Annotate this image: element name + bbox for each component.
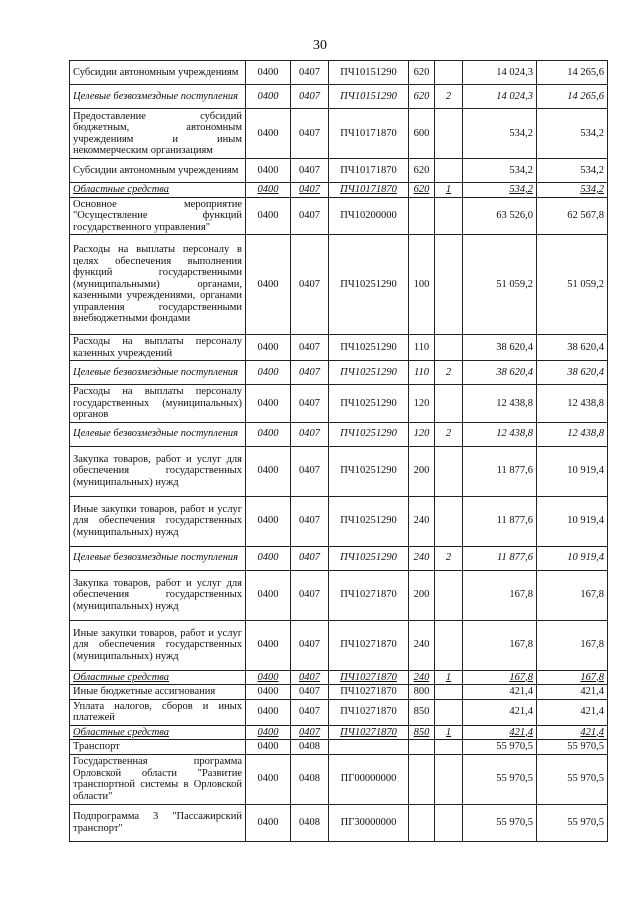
row-name: Областные средства — [70, 725, 246, 740]
row-subsection-code: 0407 — [291, 670, 329, 685]
row-section-code: 0400 — [246, 685, 291, 700]
table-row — [70, 685, 608, 700]
row-expense-type: 110 — [409, 361, 435, 385]
row-name: Областные средства — [70, 670, 246, 685]
row-section-code: 0400 — [246, 422, 291, 446]
row-section-code: 0400 — [246, 183, 291, 198]
row-name: Субсидии автономным учреждениям — [70, 61, 246, 85]
row-amount-year-1: 14 024,3 — [463, 61, 537, 85]
row-subsection-code: 0407 — [291, 446, 329, 496]
row-amount-year-1: 14 024,3 — [463, 85, 537, 109]
table-row — [70, 361, 608, 385]
page-number: 30 — [313, 38, 327, 53]
row-target-article: ПЧ10271870 — [329, 699, 409, 725]
table-row — [70, 183, 608, 198]
row-expense-type — [409, 740, 435, 755]
row-target-article: ПЧ10151290 — [329, 85, 409, 109]
row-amount-year-2: 12 438,8 — [537, 385, 608, 423]
row-subsection-code: 0407 — [291, 620, 329, 670]
row-source-code — [435, 61, 463, 85]
row-expense-type: 120 — [409, 422, 435, 446]
row-name: Уплата налогов, сборов и иных платежей — [70, 699, 246, 725]
row-amount-year-2: 55 970,5 — [537, 754, 608, 804]
row-subsection-code: 0407 — [291, 361, 329, 385]
row-name: Расходы на выплаты персоналу государственных (муниципальных) органов — [70, 385, 246, 423]
row-subsection-code: 0407 — [291, 159, 329, 183]
row-amount-year-2: 534,2 — [537, 159, 608, 183]
row-subsection-code: 0407 — [291, 546, 329, 570]
row-name: Закупка товаров, работ и услуг для обеспечения государственных (муниципальных) нужд — [70, 570, 246, 620]
table-row — [70, 620, 608, 670]
row-amount-year-2: 12 438,8 — [537, 422, 608, 446]
row-section-code: 0400 — [246, 670, 291, 685]
table-row — [70, 754, 608, 804]
row-target-article — [329, 740, 409, 755]
row-target-article: ПЧ10251290 — [329, 385, 409, 423]
row-source-code — [435, 620, 463, 670]
row-name: Предоставление субсидий бюджетным, автономным учреждениям и иным некоммерческим организациям — [70, 109, 246, 159]
row-section-code: 0400 — [246, 546, 291, 570]
row-amount-year-1: 12 438,8 — [463, 422, 537, 446]
row-amount-year-2: 55 970,5 — [537, 804, 608, 841]
row-target-article: ПЧ10251290 — [329, 335, 409, 361]
row-source-code — [435, 699, 463, 725]
row-expense-type: 120 — [409, 385, 435, 423]
table-row — [70, 446, 608, 496]
row-amount-year-2: 38 620,4 — [537, 335, 608, 361]
row-amount-year-1: 167,8 — [463, 670, 537, 685]
row-amount-year-1: 55 970,5 — [463, 754, 537, 804]
row-expense-type: 200 — [409, 570, 435, 620]
row-source-code — [435, 685, 463, 700]
row-section-code: 0400 — [246, 197, 291, 235]
row-amount-year-2: 51 059,2 — [537, 235, 608, 335]
table-row — [70, 670, 608, 685]
row-section-code: 0400 — [246, 754, 291, 804]
row-amount-year-2: 421,4 — [537, 685, 608, 700]
row-target-article: ПЧ10251290 — [329, 422, 409, 446]
row-amount-year-1: 11 877,6 — [463, 496, 537, 546]
row-source-code — [435, 496, 463, 546]
row-source-code — [435, 754, 463, 804]
table-row — [70, 197, 608, 235]
row-expense-type — [409, 197, 435, 235]
row-amount-year-2: 421,4 — [537, 725, 608, 740]
row-amount-year-1: 534,2 — [463, 159, 537, 183]
row-name: Иные бюджетные ассигнования — [70, 685, 246, 700]
row-amount-year-1: 421,4 — [463, 699, 537, 725]
row-target-article: ПЧ10251290 — [329, 361, 409, 385]
row-name: Областные средства — [70, 183, 246, 198]
row-subsection-code: 0407 — [291, 335, 329, 361]
row-subsection-code: 0408 — [291, 804, 329, 841]
table-row — [70, 496, 608, 546]
row-expense-type: 620 — [409, 85, 435, 109]
row-amount-year-2: 534,2 — [537, 109, 608, 159]
row-subsection-code: 0407 — [291, 61, 329, 85]
row-amount-year-2: 10 919,4 — [537, 446, 608, 496]
row-source-code: 2 — [435, 361, 463, 385]
row-target-article: ПЧ10151290 — [329, 61, 409, 85]
row-name: Расходы на выплаты персоналу казенных учреждений — [70, 335, 246, 361]
row-target-article: ПЧ10271870 — [329, 725, 409, 740]
row-source-code — [435, 335, 463, 361]
row-target-article: ПГ00000000 — [329, 754, 409, 804]
row-subsection-code: 0408 — [291, 754, 329, 804]
row-amount-year-1: 38 620,4 — [463, 361, 537, 385]
table-row — [70, 570, 608, 620]
row-subsection-code: 0407 — [291, 109, 329, 159]
row-expense-type: 620 — [409, 183, 435, 198]
row-amount-year-1: 167,8 — [463, 570, 537, 620]
budget-table-body — [70, 61, 608, 842]
row-source-code: 2 — [435, 85, 463, 109]
row-target-article: ПЧ10271870 — [329, 685, 409, 700]
row-target-article: ПЧ10271870 — [329, 570, 409, 620]
row-expense-type: 110 — [409, 335, 435, 361]
row-name: Подпрограмма 3 "Пассажирский транспорт" — [70, 804, 246, 841]
row-amount-year-1: 167,8 — [463, 620, 537, 670]
row-subsection-code: 0407 — [291, 85, 329, 109]
row-name: Целевые безвозмездные поступления — [70, 422, 246, 446]
row-expense-type: 240 — [409, 620, 435, 670]
row-amount-year-2: 38 620,4 — [537, 361, 608, 385]
row-amount-year-2: 421,4 — [537, 699, 608, 725]
row-target-article: ПЧ10251290 — [329, 546, 409, 570]
table-row — [70, 61, 608, 85]
row-name: Расходы на выплаты персоналу в целях обеспечения выполнения функций государственными (муниципальными) органами, казенными учреждениями, органами управления государственными внебюджетными фондами — [70, 235, 246, 335]
row-expense-type: 240 — [409, 670, 435, 685]
row-name: Закупка товаров, работ и услуг для обеспечения государственных (муниципальных) нужд — [70, 446, 246, 496]
table-row — [70, 385, 608, 423]
row-section-code: 0400 — [246, 446, 291, 496]
row-section-code: 0400 — [246, 740, 291, 755]
row-section-code: 0400 — [246, 699, 291, 725]
row-amount-year-1: 55 970,5 — [463, 740, 537, 755]
row-source-code: 1 — [435, 670, 463, 685]
row-amount-year-1: 55 970,5 — [463, 804, 537, 841]
row-subsection-code: 0407 — [291, 570, 329, 620]
row-source-code — [435, 197, 463, 235]
row-source-code — [435, 804, 463, 841]
row-expense-type: 850 — [409, 699, 435, 725]
row-source-code: 2 — [435, 422, 463, 446]
row-target-article: ПЧ10171870 — [329, 109, 409, 159]
row-subsection-code: 0407 — [291, 496, 329, 546]
row-subsection-code: 0407 — [291, 183, 329, 198]
table-row — [70, 546, 608, 570]
row-section-code: 0400 — [246, 61, 291, 85]
row-section-code: 0400 — [246, 385, 291, 423]
row-name: Государственная программа Орловской области "Развитие транспортной системы в Орловской области" — [70, 754, 246, 804]
row-amount-year-2: 14 265,6 — [537, 61, 608, 85]
row-subsection-code: 0408 — [291, 740, 329, 755]
row-amount-year-1: 51 059,2 — [463, 235, 537, 335]
row-target-article: ПЧ10251290 — [329, 496, 409, 546]
row-section-code: 0400 — [246, 159, 291, 183]
row-source-code — [435, 570, 463, 620]
row-subsection-code: 0407 — [291, 685, 329, 700]
row-subsection-code: 0407 — [291, 422, 329, 446]
row-name: Иные закупки товаров, работ и услуг для обеспечения государственных (муниципальных) нужд — [70, 620, 246, 670]
row-amount-year-1: 38 620,4 — [463, 335, 537, 361]
row-amount-year-1: 421,4 — [463, 685, 537, 700]
row-section-code: 0400 — [246, 725, 291, 740]
row-expense-type: 240 — [409, 546, 435, 570]
budget-table — [69, 60, 608, 842]
row-section-code: 0400 — [246, 804, 291, 841]
table-row — [70, 85, 608, 109]
row-name: Целевые безвозмездные поступления — [70, 546, 246, 570]
row-target-article: ПЧ10271870 — [329, 670, 409, 685]
row-expense-type: 200 — [409, 446, 435, 496]
row-source-code — [435, 385, 463, 423]
row-source-code — [435, 109, 463, 159]
row-amount-year-1: 534,2 — [463, 109, 537, 159]
row-source-code: 2 — [435, 546, 463, 570]
row-source-code: 1 — [435, 725, 463, 740]
row-subsection-code: 0407 — [291, 699, 329, 725]
row-expense-type: 600 — [409, 109, 435, 159]
row-expense-type: 620 — [409, 61, 435, 85]
row-amount-year-2: 167,8 — [537, 570, 608, 620]
row-amount-year-2: 10 919,4 — [537, 496, 608, 546]
row-source-code — [435, 740, 463, 755]
row-expense-type: 240 — [409, 496, 435, 546]
row-expense-type — [409, 804, 435, 841]
table-row — [70, 109, 608, 159]
row-section-code: 0400 — [246, 335, 291, 361]
table-row — [70, 422, 608, 446]
row-expense-type — [409, 754, 435, 804]
table-row — [70, 740, 608, 755]
row-expense-type: 800 — [409, 685, 435, 700]
row-target-article: ПЧ10251290 — [329, 446, 409, 496]
row-name: Транспорт — [70, 740, 246, 755]
row-target-article: ПЧ10200000 — [329, 197, 409, 235]
row-amount-year-1: 12 438,8 — [463, 385, 537, 423]
row-amount-year-1: 534,2 — [463, 183, 537, 198]
row-subsection-code: 0407 — [291, 197, 329, 235]
table-row — [70, 699, 608, 725]
row-amount-year-2: 14 265,6 — [537, 85, 608, 109]
row-section-code: 0400 — [246, 361, 291, 385]
row-target-article: ПЧ10171870 — [329, 183, 409, 198]
row-amount-year-1: 421,4 — [463, 725, 537, 740]
row-target-article: ПГ30000000 — [329, 804, 409, 841]
row-section-code: 0400 — [246, 496, 291, 546]
row-amount-year-1: 11 877,6 — [463, 446, 537, 496]
row-expense-type: 620 — [409, 159, 435, 183]
row-amount-year-2: 534,2 — [537, 183, 608, 198]
row-subsection-code: 0407 — [291, 725, 329, 740]
row-name: Основное мероприятие "Осуществление функций государственного управления" — [70, 197, 246, 235]
row-target-article: ПЧ10251290 — [329, 235, 409, 335]
row-section-code: 0400 — [246, 85, 291, 109]
row-expense-type: 850 — [409, 725, 435, 740]
table-row — [70, 235, 608, 335]
table-row — [70, 335, 608, 361]
row-amount-year-2: 10 919,4 — [537, 546, 608, 570]
row-target-article: ПЧ10271870 — [329, 620, 409, 670]
row-source-code — [435, 446, 463, 496]
row-name: Целевые безвозмездные поступления — [70, 85, 246, 109]
row-amount-year-2: 62 567,8 — [537, 197, 608, 235]
table-row — [70, 725, 608, 740]
row-amount-year-1: 63 526,0 — [463, 197, 537, 235]
row-expense-type: 100 — [409, 235, 435, 335]
row-amount-year-2: 167,8 — [537, 620, 608, 670]
row-name: Иные закупки товаров, работ и услуг для обеспечения государственных (муниципальных) нужд — [70, 496, 246, 546]
row-section-code: 0400 — [246, 570, 291, 620]
table-row — [70, 804, 608, 841]
row-name: Субсидии автономным учреждениям — [70, 159, 246, 183]
row-amount-year-2: 55 970,5 — [537, 740, 608, 755]
row-section-code: 0400 — [246, 109, 291, 159]
table-row — [70, 159, 608, 183]
row-section-code: 0400 — [246, 620, 291, 670]
row-amount-year-2: 167,8 — [537, 670, 608, 685]
row-source-code — [435, 235, 463, 335]
row-source-code: 1 — [435, 183, 463, 198]
row-section-code: 0400 — [246, 235, 291, 335]
row-subsection-code: 0407 — [291, 385, 329, 423]
row-subsection-code: 0407 — [291, 235, 329, 335]
row-target-article: ПЧ10171870 — [329, 159, 409, 183]
row-name: Целевые безвозмездные поступления — [70, 361, 246, 385]
row-amount-year-1: 11 877,6 — [463, 546, 537, 570]
row-source-code — [435, 159, 463, 183]
